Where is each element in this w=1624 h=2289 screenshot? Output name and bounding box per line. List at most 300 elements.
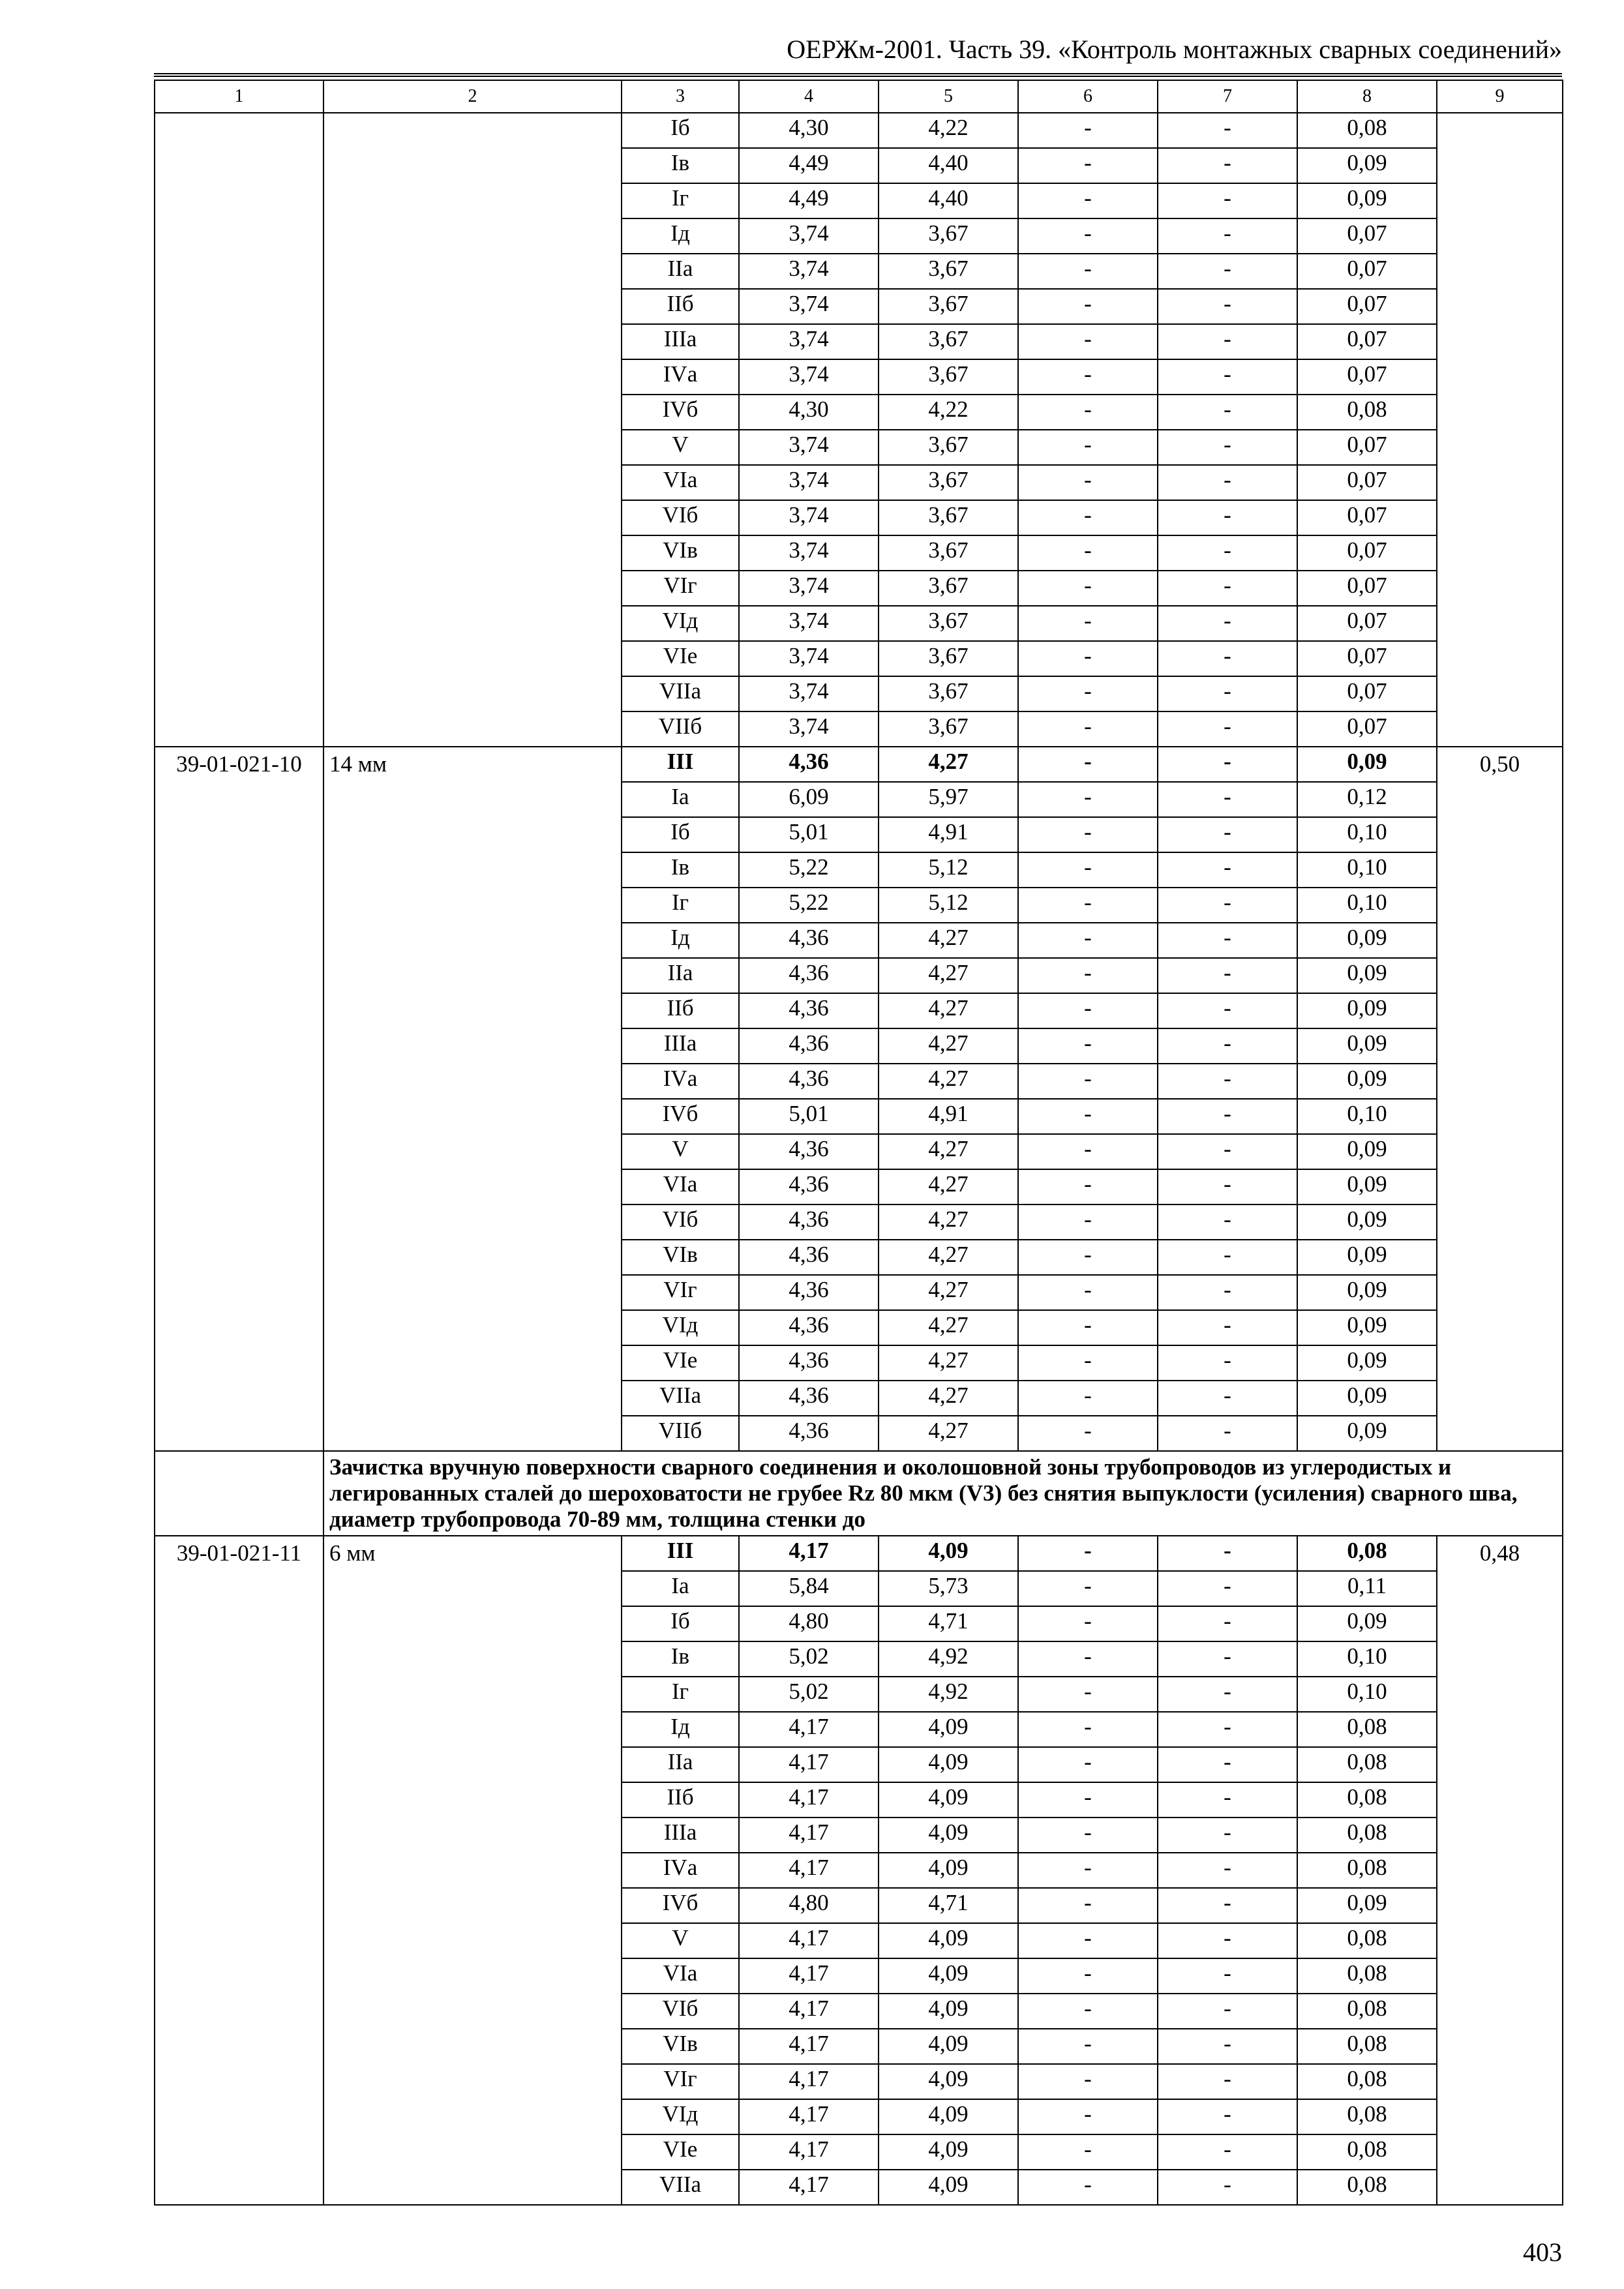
region-code: VIг	[622, 1275, 739, 1310]
value-col-5: 3,67	[879, 254, 1018, 289]
value-col-6: -	[1018, 1712, 1158, 1747]
value-col-5: 4,22	[879, 395, 1018, 430]
value-col-7: -	[1158, 641, 1297, 676]
value-col-7: -	[1158, 711, 1297, 747]
value-col-8: 0,07	[1297, 641, 1437, 676]
section-description-row	[155, 1451, 1563, 1536]
value-col-6: -	[1018, 923, 1158, 958]
value-col-8: 0,09	[1297, 747, 1437, 782]
value-col-8: 0,09	[1297, 1310, 1437, 1345]
value-col-6: -	[1018, 2134, 1158, 2170]
value-col-5: 4,27	[879, 993, 1018, 1028]
value-col-4: 4,17	[739, 1923, 879, 1958]
column-number: 8	[1297, 80, 1437, 113]
value-col-7: -	[1158, 1099, 1297, 1134]
value-col-4: 4,36	[739, 1275, 879, 1310]
value-col-8: 0,07	[1297, 465, 1437, 500]
section-description: Зачистка вручную поверхности сварного соединения и околошовной зоны трубопроводов из углеродистых и легированных сталей до шероховатости не грубее Rz 80 мкм (V3) без снятия выпуклости (усиления) сварного шва, диаметр трубопровода 70-89 мм, толщина стенки до	[323, 1451, 1563, 1536]
value-col-7: -	[1158, 1958, 1297, 1994]
value-col-4: 4,17	[739, 1536, 879, 1571]
value-col-4: 4,36	[739, 1028, 879, 1064]
value-col-7: -	[1158, 2064, 1297, 2099]
value-col-6: -	[1018, 1028, 1158, 1064]
value-col-8: 0,07	[1297, 218, 1437, 254]
region-code: V	[622, 1134, 739, 1169]
value-col-8: 0,09	[1297, 1606, 1437, 1641]
value-col-4: 3,74	[739, 254, 879, 289]
value-col-5: 3,67	[879, 430, 1018, 465]
value-col-4: 3,74	[739, 535, 879, 571]
value-col-4: 4,17	[739, 1818, 879, 1853]
value-col-5: 4,09	[879, 2099, 1018, 2134]
value-col-8: 0,08	[1297, 2170, 1437, 2205]
value-col-5: 3,67	[879, 711, 1018, 747]
value-col-8: 0,07	[1297, 359, 1437, 395]
region-code: VIд	[622, 1310, 739, 1345]
value-col-6: -	[1018, 2029, 1158, 2064]
value-col-7: -	[1158, 1888, 1297, 1923]
value-col-7: -	[1158, 2170, 1297, 2205]
region-code: VIIа	[622, 2170, 739, 2205]
value-col-4: 3,74	[739, 711, 879, 747]
value-col-8: 0,07	[1297, 254, 1437, 289]
value-col-7: -	[1158, 254, 1297, 289]
region-code: V	[622, 1923, 739, 1958]
value-col-7: -	[1158, 1134, 1297, 1169]
value-col-6: -	[1018, 500, 1158, 535]
norm-code: 39-01-021-11	[155, 1536, 323, 2205]
region-code: VIIб	[622, 1416, 739, 1451]
table-row	[155, 1536, 1563, 1571]
value-col-5: 5,12	[879, 852, 1018, 888]
value-col-5: 4,40	[879, 183, 1018, 218]
value-col-5: 4,09	[879, 1923, 1018, 1958]
value-col-7: -	[1158, 1923, 1297, 1958]
value-col-4: 4,36	[739, 1240, 879, 1275]
value-col-4: 3,74	[739, 641, 879, 676]
region-code: Iг	[622, 183, 739, 218]
value-col-5: 4,09	[879, 2064, 1018, 2099]
region-code: IIб	[622, 1782, 739, 1818]
region-code: VIд	[622, 606, 739, 641]
value-col-5: 4,09	[879, 1536, 1018, 1571]
region-code: Iд	[622, 923, 739, 958]
value-col-8: 0,09	[1297, 1028, 1437, 1064]
value-col-8: 0,08	[1297, 2064, 1437, 2099]
value-col-5: 4,27	[879, 1240, 1018, 1275]
value-col-8: 0,11	[1297, 1571, 1437, 1606]
region-code: IVб	[622, 395, 739, 430]
value-col-4: 3,74	[739, 465, 879, 500]
value-col-7: -	[1158, 606, 1297, 641]
norms-table-body	[155, 80, 1563, 2205]
region-code: Iб	[622, 113, 739, 148]
region-code: IIа	[622, 254, 739, 289]
value-col-4: 4,36	[739, 1204, 879, 1240]
region-code: IVб	[622, 1099, 739, 1134]
value-col-6: -	[1018, 2099, 1158, 2134]
value-col-8: 0,09	[1297, 1416, 1437, 1451]
region-code: Iд	[622, 218, 739, 254]
value-col-7: -	[1158, 747, 1297, 782]
column-number: 3	[622, 80, 739, 113]
value-col-5: 3,67	[879, 465, 1018, 500]
value-col-8: 0,10	[1297, 1641, 1437, 1677]
value-col-6: -	[1018, 711, 1158, 747]
column-number: 5	[879, 80, 1018, 113]
value-col-7: -	[1158, 1381, 1297, 1416]
value-col-8: 0,09	[1297, 1888, 1437, 1923]
value-col-4: 3,74	[739, 218, 879, 254]
value-col-4: 3,74	[739, 324, 879, 359]
column-number-row	[155, 80, 1563, 113]
value-col-6: -	[1018, 641, 1158, 676]
value-col-8: 0,07	[1297, 571, 1437, 606]
value-col-6: -	[1018, 254, 1158, 289]
value-col-7: -	[1158, 1712, 1297, 1747]
value-col-6: -	[1018, 958, 1158, 993]
value-col-8: 0,09	[1297, 1381, 1437, 1416]
value-col-4: 5,01	[739, 1099, 879, 1134]
value-col-6: -	[1018, 1818, 1158, 1853]
value-col-4: 5,22	[739, 888, 879, 923]
value-col-5: 4,91	[879, 1099, 1018, 1134]
value-col-4: 5,22	[739, 852, 879, 888]
value-col-8: 0,08	[1297, 1818, 1437, 1853]
value-col-4: 4,36	[739, 1381, 879, 1416]
value-col-5: 4,09	[879, 1712, 1018, 1747]
value-col-7: -	[1158, 1169, 1297, 1204]
region-code: VIв	[622, 1240, 739, 1275]
page-number: 403	[1523, 2237, 1562, 2267]
value-col-8: 0,09	[1297, 958, 1437, 993]
value-col-6: -	[1018, 1888, 1158, 1923]
value-col-5: 3,67	[879, 641, 1018, 676]
region-code: VIб	[622, 500, 739, 535]
value-col-5: 4,27	[879, 958, 1018, 993]
region-code: VIв	[622, 535, 739, 571]
column-number: 2	[323, 80, 622, 113]
value-col-8: 0,09	[1297, 1064, 1437, 1099]
value-col-5: 4,27	[879, 747, 1018, 782]
value-col-7: -	[1158, 571, 1297, 606]
value-col-8: 0,09	[1297, 1345, 1437, 1381]
region-code: Iв	[622, 1641, 739, 1677]
value-col-6: -	[1018, 1275, 1158, 1310]
value-col-7: -	[1158, 1028, 1297, 1064]
value-col-6: -	[1018, 817, 1158, 852]
value-col-4: 4,36	[739, 747, 879, 782]
value-col-8: 0,08	[1297, 1958, 1437, 1994]
value-col-8: 0,10	[1297, 1099, 1437, 1134]
value-col-5: 4,27	[879, 1381, 1018, 1416]
value-col-8: 0,10	[1297, 888, 1437, 923]
value-col-4: 4,36	[739, 1310, 879, 1345]
value-col-4: 4,36	[739, 993, 879, 1028]
value-col-5: 3,67	[879, 324, 1018, 359]
wall-thickness	[323, 113, 622, 747]
region-code: III	[622, 747, 739, 782]
value-col-6: -	[1018, 1958, 1158, 1994]
value-col-6: -	[1018, 1416, 1158, 1451]
value-col-4: 6,09	[739, 782, 879, 817]
region-code: IVа	[622, 359, 739, 395]
value-col-7: -	[1158, 1275, 1297, 1310]
region-code: Iв	[622, 148, 739, 183]
value-col-7: -	[1158, 359, 1297, 395]
value-col-5: 4,92	[879, 1641, 1018, 1677]
wall-thickness: 6 мм	[323, 1536, 622, 2205]
value-col-7: -	[1158, 1345, 1297, 1381]
value-col-6: -	[1018, 324, 1158, 359]
value-col-6: -	[1018, 1994, 1158, 2029]
value-col-5: 3,67	[879, 606, 1018, 641]
value-col-8: 0,08	[1297, 395, 1437, 430]
region-code: VIIб	[622, 711, 739, 747]
value-col-5: 4,71	[879, 1606, 1018, 1641]
value-col-7: -	[1158, 1818, 1297, 1853]
region-code: VIе	[622, 2134, 739, 2170]
value-col-4: 4,17	[739, 1994, 879, 2029]
page-header-title: ОЕРЖм-2001. Часть 39. «Контроль монтажных сварных соединений»	[787, 35, 1562, 64]
value-col-7: -	[1158, 430, 1297, 465]
value-col-6: -	[1018, 218, 1158, 254]
value-col-8: 0,09	[1297, 1169, 1437, 1204]
region-code: VIб	[622, 1994, 739, 2029]
value-col-6: -	[1018, 430, 1158, 465]
region-code: Iд	[622, 1712, 739, 1747]
value-col-5: 5,97	[879, 782, 1018, 817]
value-col-7: -	[1158, 535, 1297, 571]
value-col-6: -	[1018, 1677, 1158, 1712]
value-col-8: 0,08	[1297, 1923, 1437, 1958]
value-col-4: 4,36	[739, 958, 879, 993]
value-col-4: 3,74	[739, 500, 879, 535]
value-col-8: 0,07	[1297, 324, 1437, 359]
value-col-4: 3,74	[739, 359, 879, 395]
value-col-7: -	[1158, 2099, 1297, 2134]
value-col-5: 4,27	[879, 1204, 1018, 1240]
column-number: 4	[739, 80, 879, 113]
value-col-4: 4,17	[739, 1712, 879, 1747]
value-col-4: 3,74	[739, 606, 879, 641]
value-col-4: 4,17	[739, 1747, 879, 1782]
value-col-7: -	[1158, 888, 1297, 923]
value-col-6: -	[1018, 1310, 1158, 1345]
value-col-8: 0,10	[1297, 1677, 1437, 1712]
value-col-8: 0,10	[1297, 817, 1437, 852]
value-col-8: 0,09	[1297, 923, 1437, 958]
value-col-7: -	[1158, 1536, 1297, 1571]
value-col-7: -	[1158, 782, 1297, 817]
value-col-5: 4,27	[879, 1416, 1018, 1451]
region-code: VIа	[622, 1958, 739, 1994]
value-col-5: 4,27	[879, 923, 1018, 958]
value-col-8: 0,08	[1297, 1853, 1437, 1888]
value-col-4: 4,17	[739, 1958, 879, 1994]
value-col-5: 4,22	[879, 113, 1018, 148]
table-row	[155, 747, 1563, 782]
value-col-6: -	[1018, 1606, 1158, 1641]
value-col-4: 4,30	[739, 395, 879, 430]
region-code: V	[622, 430, 739, 465]
region-code: III	[622, 1536, 739, 1571]
column-number: 1	[155, 80, 323, 113]
value-col-5: 4,91	[879, 817, 1018, 852]
value-col-7: -	[1158, 1641, 1297, 1677]
region-code: IVб	[622, 1888, 739, 1923]
region-code: VIв	[622, 2029, 739, 2064]
value-col-8: 0,08	[1297, 1712, 1437, 1747]
value-col-5: 3,67	[879, 218, 1018, 254]
value-col-7: -	[1158, 183, 1297, 218]
value-col-5: 3,67	[879, 535, 1018, 571]
value-col-8: 0,08	[1297, 2029, 1437, 2064]
value-col-8: 0,08	[1297, 113, 1437, 148]
value-col-8: 0,07	[1297, 711, 1437, 747]
region-code: IVа	[622, 1853, 739, 1888]
value-col-8: 0,08	[1297, 1747, 1437, 1782]
value-col-7: -	[1158, 218, 1297, 254]
value-col-7: -	[1158, 2029, 1297, 2064]
value-col-6: -	[1018, 1923, 1158, 1958]
region-code: Iг	[622, 888, 739, 923]
value-col-7: -	[1158, 1416, 1297, 1451]
region-code: Iб	[622, 817, 739, 852]
value-col-7: -	[1158, 148, 1297, 183]
value-col-7: -	[1158, 1994, 1297, 2029]
value-col-4: 5,02	[739, 1641, 879, 1677]
value-col-4: 4,49	[739, 183, 879, 218]
wall-thickness: 14 мм	[323, 747, 622, 1451]
region-code: Iв	[622, 852, 739, 888]
value-col-7: -	[1158, 1782, 1297, 1818]
value-col-5: 5,73	[879, 1571, 1018, 1606]
norm-code: 39-01-021-10	[155, 747, 323, 1451]
value-col-8: 0,09	[1297, 1275, 1437, 1310]
value-col-5: 3,67	[879, 289, 1018, 324]
value-col-4: 4,36	[739, 1345, 879, 1381]
value-col-6: -	[1018, 113, 1158, 148]
value-col-9: 0,50	[1437, 747, 1563, 1451]
region-code: VIе	[622, 641, 739, 676]
region-code: IIIа	[622, 324, 739, 359]
value-col-7: -	[1158, 1571, 1297, 1606]
value-col-6: -	[1018, 1204, 1158, 1240]
value-col-6: -	[1018, 1536, 1158, 1571]
value-col-7: -	[1158, 1204, 1297, 1240]
value-col-4: 3,74	[739, 571, 879, 606]
value-col-6: -	[1018, 395, 1158, 430]
value-col-6: -	[1018, 1782, 1158, 1818]
value-col-4: 4,36	[739, 923, 879, 958]
value-col-6: -	[1018, 148, 1158, 183]
value-col-5: 4,09	[879, 1747, 1018, 1782]
value-col-4: 3,74	[739, 430, 879, 465]
value-col-5: 4,09	[879, 1994, 1018, 2029]
region-code: IIб	[622, 993, 739, 1028]
value-col-6: -	[1018, 183, 1158, 218]
value-col-6: -	[1018, 535, 1158, 571]
column-number: 7	[1158, 80, 1297, 113]
value-col-4: 4,17	[739, 2134, 879, 2170]
region-code: VIг	[622, 2064, 739, 2099]
value-col-8: 0,08	[1297, 1782, 1437, 1818]
region-code: VIIа	[622, 676, 739, 711]
value-col-5: 4,09	[879, 2170, 1018, 2205]
region-code: VIд	[622, 2099, 739, 2134]
value-col-7: -	[1158, 852, 1297, 888]
region-code: IIа	[622, 1747, 739, 1782]
value-col-5: 4,09	[879, 1853, 1018, 1888]
value-col-5: 4,27	[879, 1275, 1018, 1310]
value-col-4: 4,80	[739, 1606, 879, 1641]
value-col-6: -	[1018, 1240, 1158, 1275]
value-col-6: -	[1018, 359, 1158, 395]
value-col-7: -	[1158, 289, 1297, 324]
value-col-7: -	[1158, 113, 1297, 148]
value-col-4: 4,80	[739, 1888, 879, 1923]
value-col-8: 0,09	[1297, 183, 1437, 218]
value-col-6: -	[1018, 1134, 1158, 1169]
value-col-6: -	[1018, 2170, 1158, 2205]
value-col-6: -	[1018, 465, 1158, 500]
table-row	[155, 113, 1563, 148]
value-col-5: 4,27	[879, 1310, 1018, 1345]
value-col-6: -	[1018, 1064, 1158, 1099]
value-col-8: 0,12	[1297, 782, 1437, 817]
value-col-6: -	[1018, 1381, 1158, 1416]
column-number: 9	[1437, 80, 1563, 113]
value-col-5: 3,67	[879, 359, 1018, 395]
value-col-5: 4,27	[879, 1028, 1018, 1064]
region-code: IVа	[622, 1064, 739, 1099]
region-code: VIе	[622, 1345, 739, 1381]
value-col-6: -	[1018, 606, 1158, 641]
value-col-5: 4,92	[879, 1677, 1018, 1712]
value-col-5: 5,12	[879, 888, 1018, 923]
region-code: Iа	[622, 1571, 739, 1606]
value-col-8: 0,07	[1297, 430, 1437, 465]
value-col-7: -	[1158, 2134, 1297, 2170]
value-col-8: 0,08	[1297, 2099, 1437, 2134]
value-col-4: 4,49	[739, 148, 879, 183]
region-code: VIг	[622, 571, 739, 606]
value-col-5: 4,71	[879, 1888, 1018, 1923]
norm-code	[155, 113, 323, 747]
region-code: VIб	[622, 1204, 739, 1240]
value-col-4: 5,02	[739, 1677, 879, 1712]
region-code: VIа	[622, 465, 739, 500]
value-col-6: -	[1018, 1169, 1158, 1204]
value-col-5: 3,67	[879, 676, 1018, 711]
value-col-8: 0,07	[1297, 676, 1437, 711]
region-code: Iа	[622, 782, 739, 817]
value-col-5: 4,09	[879, 1782, 1018, 1818]
value-col-6: -	[1018, 1641, 1158, 1677]
value-col-7: -	[1158, 1240, 1297, 1275]
norms-table	[154, 80, 1563, 2206]
value-col-5: 4,40	[879, 148, 1018, 183]
value-col-6: -	[1018, 289, 1158, 324]
value-col-5: 3,67	[879, 571, 1018, 606]
value-col-4: 4,17	[739, 2099, 879, 2134]
value-col-7: -	[1158, 465, 1297, 500]
value-col-4: 4,30	[739, 113, 879, 148]
value-col-5: 4,27	[879, 1064, 1018, 1099]
value-col-6: -	[1018, 1099, 1158, 1134]
value-col-7: -	[1158, 1677, 1297, 1712]
